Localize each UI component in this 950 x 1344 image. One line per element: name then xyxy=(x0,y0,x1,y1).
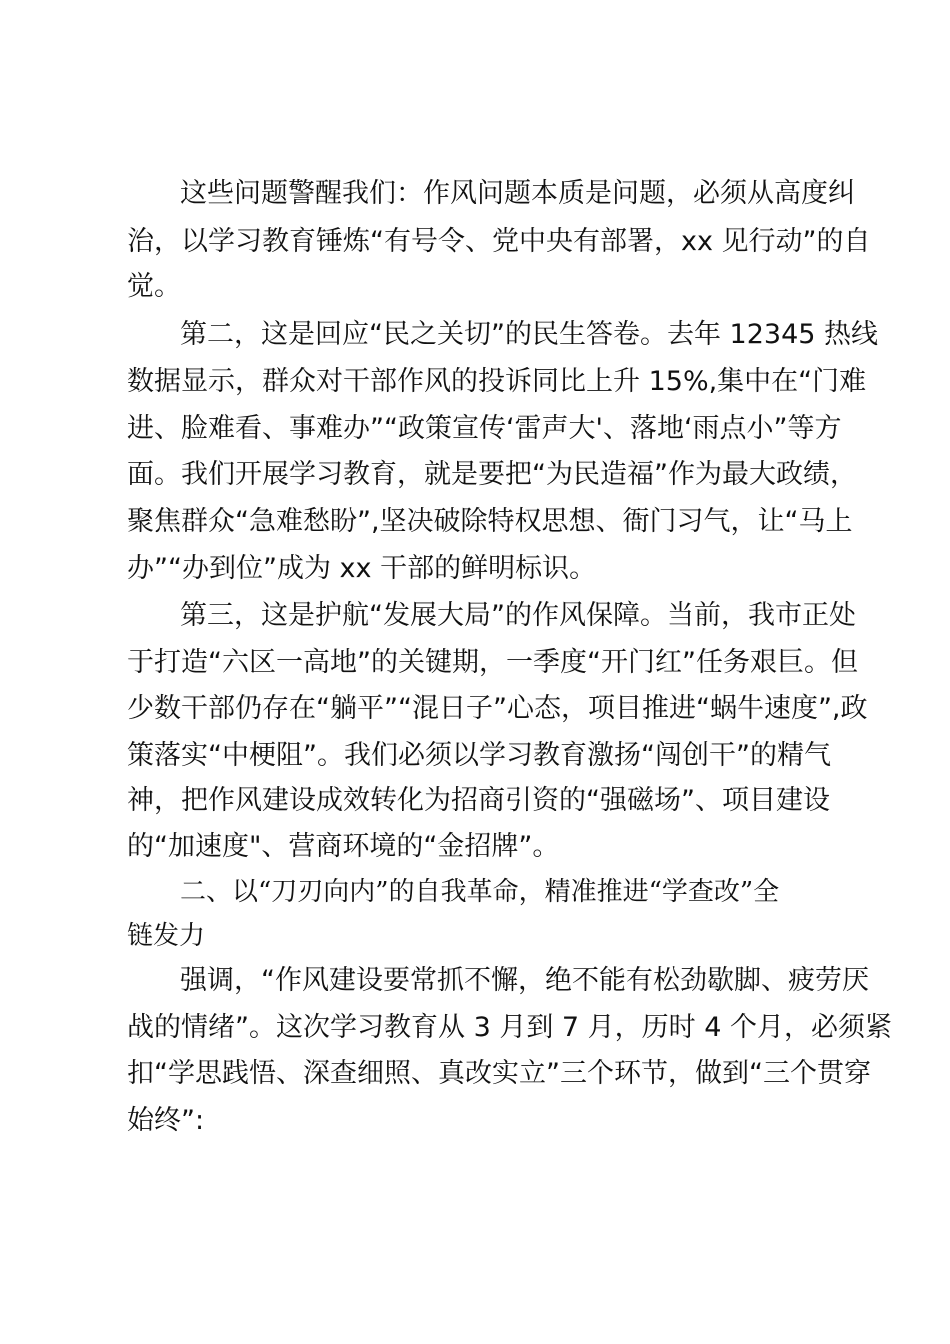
paragraph-line: 第三，这是护航“发展大局”的作风保障。当前，我市正处 xyxy=(180,600,856,631)
paragraph-line: 少数干部仍存在“躺平”“混日子”心态，项目推进“蜗牛速度”,政 xyxy=(127,693,868,724)
paragraph-line: 办”“办到位”成为 xx 干部的鲜明标识。 xyxy=(127,553,597,584)
paragraph-line: 战的情绪”。这次学习教育从 3 月到 7 月，历时 4 个月，必须紧 xyxy=(127,1012,893,1043)
paragraph-line: 觉。 xyxy=(127,271,181,302)
paragraph-line: 始终”: xyxy=(127,1105,205,1136)
paragraph-line: 面。我们开展学习教育，就是要把“为民造福”作为最大政绩， xyxy=(127,459,857,490)
section-heading: 链发力 xyxy=(127,921,206,951)
paragraph-line: 数据显示，群众对干部作风的投诉同比上升 15%,集中在“门难 xyxy=(127,366,867,397)
paragraph-line: 扣“学思践悟、深查细照、真改实立”三个环节，做到“三个贯穿 xyxy=(127,1058,871,1089)
section-heading: 二、以“刀刃向内”的自我革命，精准推进“学查改”全 xyxy=(180,877,780,907)
paragraph-line: 这些问题警醒我们：作风问题本质是问题，必须从高度纠 xyxy=(180,178,855,209)
paragraph-line: 神，把作风建设成效转化为招商引资的“强磁场”、项目建设 xyxy=(127,785,830,816)
paragraph-line: 的“加速度"、营商环境的“金招牌”。 xyxy=(127,831,560,862)
paragraph-line: 进、脸难看、事难办”“政策宣传‘雷声大'、落地‘雨点小”等方 xyxy=(127,413,842,444)
paragraph-line: 于打造“六区一高地”的关键期，一季度“开门红”任务艰巨。但 xyxy=(127,647,858,678)
paragraph-line: 强调，“作风建设要常抓不懈，绝不能有松劲歇脚、疲劳厌 xyxy=(180,965,869,996)
paragraph-line: 策落实“中梗阻”。我们必须以学习教育激扬“闯创干”的精气 xyxy=(127,740,831,771)
paragraph-line: 聚焦群众“急难愁盼”,坚决破除特权思想、衙门习气，让“马上 xyxy=(127,506,853,537)
paragraph-line: 治，以学习教育锤炼“有号令、党中央有部署，xx 见行动”的自 xyxy=(127,226,871,257)
paragraph-line: 第二，这是回应“民之关切”的民生答卷。去年 12345 热线 xyxy=(180,319,879,350)
